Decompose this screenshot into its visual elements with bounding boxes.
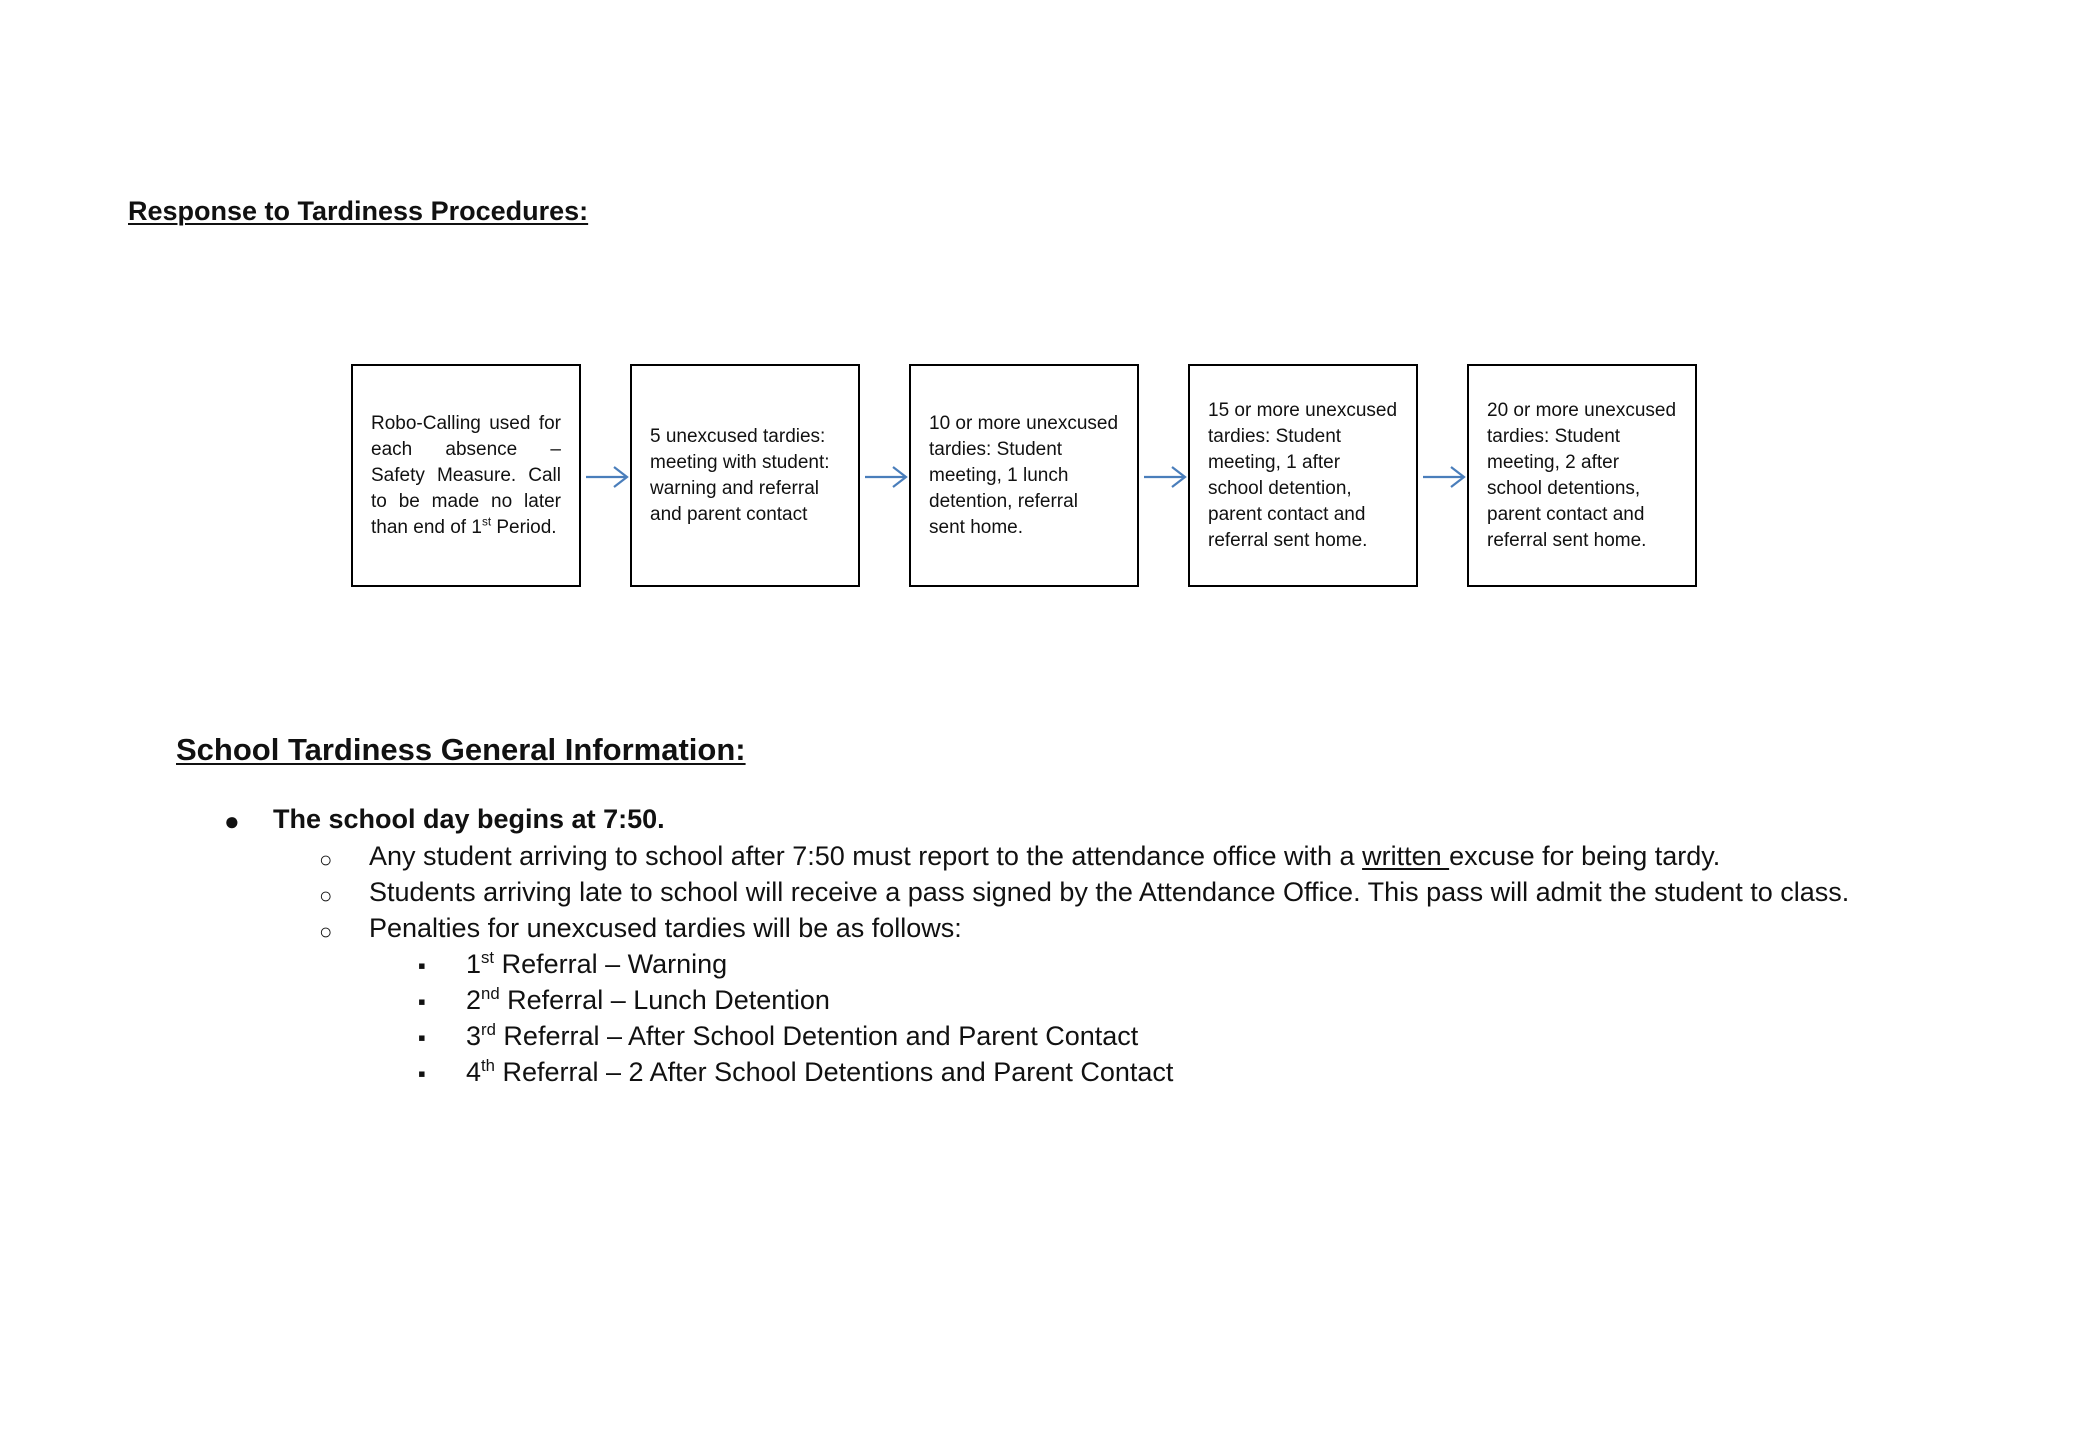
flow-box-15-tardies bbox=[1188, 364, 1418, 587]
hollow-circle-bullet-icon: ○ bbox=[319, 847, 333, 872]
right-arrow-icon bbox=[584, 462, 630, 492]
flow-box-robocall bbox=[351, 364, 581, 587]
flow-box-text: 5 unexcused tardies: meeting with student: warning and referral and parent contact bbox=[650, 425, 830, 525]
section-heading-general-info: School Tardiness General Information: bbox=[176, 732, 746, 767]
flow-box-text: 15 or more unexcused tardies: Student meeting, 1 after school detention, parent contact and referral sent home. bbox=[1208, 399, 1398, 551]
bullet-dot-icon: ● bbox=[224, 806, 240, 836]
square-bullet-icon: ▪ bbox=[418, 953, 426, 978]
flow-box-text: Robo-Calling used for each absence – Safety Measure. Call to be made no later than end of 1st Period. bbox=[371, 412, 561, 538]
flow-box-text: 10 or more unexcused tardies: Student meeting, 1 lunch detention, referral sent home. bbox=[929, 412, 1119, 538]
penalty-item: ▪ 1st Referral – Warning bbox=[418, 948, 728, 979]
right-arrow-icon bbox=[1142, 462, 1188, 492]
flow-box-5-tardies bbox=[630, 364, 860, 587]
sub-bullet-item bbox=[319, 841, 1721, 872]
right-arrow-icon bbox=[863, 462, 909, 492]
right-arrow-icon bbox=[1421, 462, 1467, 492]
hollow-circle-bullet-icon: ○ bbox=[319, 919, 333, 944]
sub-bullet-item bbox=[319, 913, 962, 944]
sub-bullet-text: Any student arriving to school after 7:50 must report to the attendance office with a bbox=[369, 841, 1363, 871]
flow-box-20-tardies bbox=[1467, 364, 1697, 587]
section-heading-response: Response to Tardiness Procedures: bbox=[128, 196, 589, 226]
underlined-text: written bbox=[1362, 841, 1450, 871]
square-bullet-icon: ▪ bbox=[418, 1061, 426, 1086]
flow-box-10-tardies bbox=[909, 364, 1139, 587]
square-bullet-icon: ▪ bbox=[418, 1025, 426, 1050]
hollow-circle-bullet-icon: ○ bbox=[319, 883, 333, 908]
main-bullet-text: The school day begins at 7:50. bbox=[273, 804, 665, 834]
penalty-item: ▪ 4th Referral – 2 After School Detentions and Parent Contact bbox=[418, 1056, 1174, 1087]
sub-bullet-item bbox=[319, 877, 1850, 908]
flow-box-text: 20 or more unexcused tardies: Student meeting, 2 after school detentions, parent contact and referral sent home. bbox=[1487, 399, 1677, 551]
penalty-item: ▪ 2nd Referral – Lunch Detention bbox=[418, 984, 830, 1015]
sub-bullet-text: Penalties for unexcused tardies will be as follows: bbox=[369, 913, 962, 943]
square-bullet-icon: ▪ bbox=[418, 989, 426, 1014]
sub-bullet-text: Students arriving late to school will receive a pass signed by the Attendance Office. This pass will admit the student to class. bbox=[369, 877, 1850, 907]
sub-bullet-text: excuse for being tardy. bbox=[1449, 841, 1721, 871]
penalty-item: ▪ 3rd Referral – After School Detention and Parent Contact bbox=[418, 1020, 1139, 1051]
